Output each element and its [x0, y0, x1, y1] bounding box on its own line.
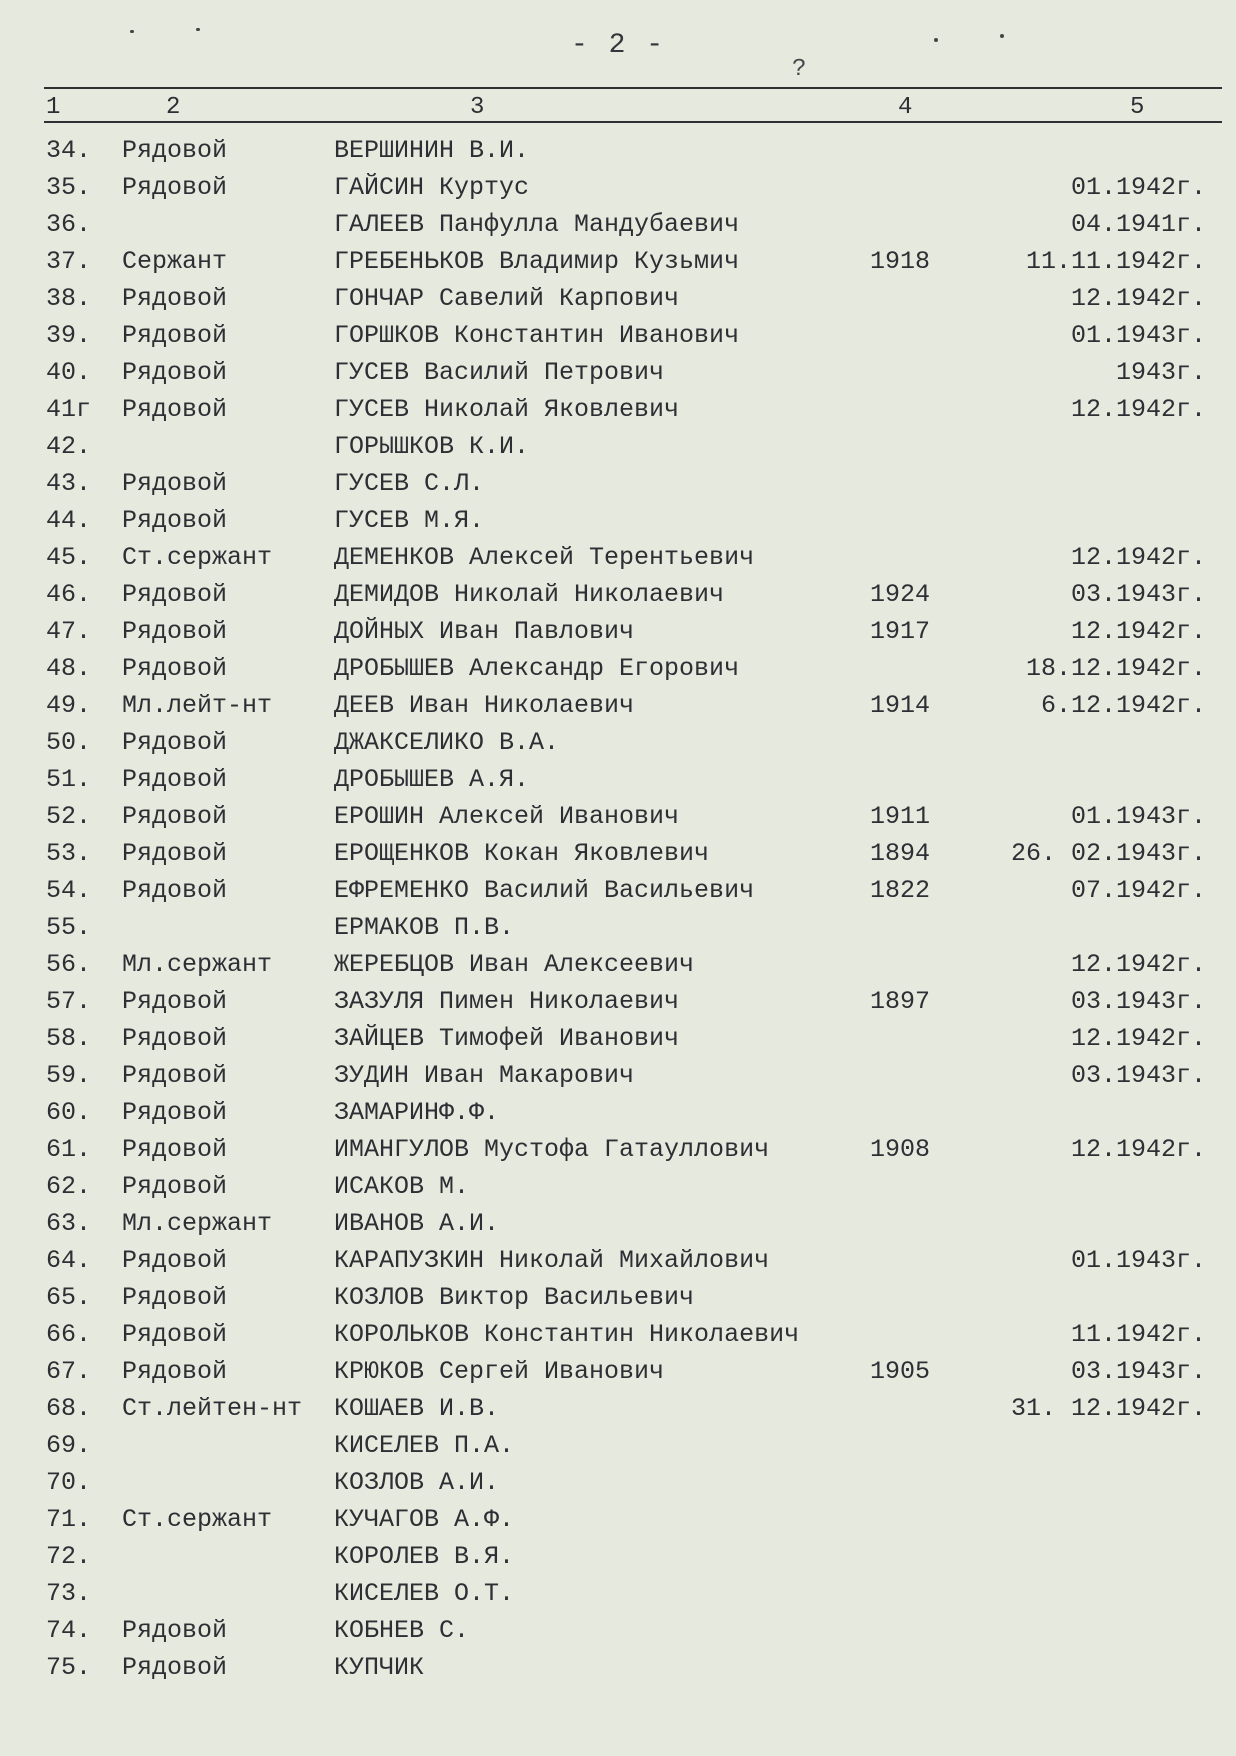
name-cell: КОЗЛОВ Виктор Васильевич — [334, 1283, 695, 1312]
name-cell: КИСЕЛЕВ П.А. — [334, 1431, 515, 1460]
name-cell: ЕРОЩЕНКОВ Кокан Яковлевич — [334, 839, 710, 868]
table-row — [0, 169, 1236, 206]
name-cell: КАРАПУЗКИН Николай Михайлович — [334, 1246, 770, 1275]
row-number: 58. — [46, 1024, 92, 1053]
column-header: 2 — [166, 94, 181, 121]
row-number: 70. — [46, 1468, 92, 1497]
rank-cell: Рядовой — [122, 728, 228, 757]
table-row — [0, 1205, 1236, 1242]
rank-cell: Рядовой — [122, 876, 228, 905]
ink-speck — [934, 38, 938, 42]
table-row — [0, 761, 1236, 798]
name-cell: ГУСЕВ С.Л. — [334, 469, 485, 498]
name-cell: ЕРМАКОВ П.В. — [334, 913, 515, 942]
rank-cell: Рядовой — [122, 395, 228, 424]
row-number: 72. — [46, 1542, 92, 1571]
birth-year-cell: 1924 — [869, 580, 930, 609]
row-number: 44. — [46, 506, 92, 535]
name-cell: ГРЕБЕНЬКОВ Владимир Кузьмич — [334, 247, 740, 276]
name-cell: ЕРОШИН Алексей Иванович — [334, 802, 680, 831]
birth-year-cell: 1894 — [869, 839, 930, 868]
table-row — [0, 1427, 1236, 1464]
date-cell: 12.1942г. — [1070, 395, 1206, 424]
name-cell: ГОРЫШКОВ К.И. — [334, 432, 530, 461]
table-row — [0, 576, 1236, 613]
query-mark: ? — [792, 56, 807, 83]
name-cell: КОШАЕВ И.В. — [334, 1394, 500, 1423]
row-number: 51. — [46, 765, 92, 794]
name-cell: ЗАМАРИНФ.Ф. — [334, 1098, 500, 1127]
name-cell: ЖЕРЕБЦОВ Иван Алексеевич — [334, 950, 695, 979]
rank-cell: Мл.сержант — [122, 1209, 273, 1238]
birth-year-cell: 1905 — [869, 1357, 930, 1386]
row-number: 67. — [46, 1357, 92, 1386]
rank-cell: Сержант — [122, 247, 228, 276]
rank-cell: Мл.лейт-нт — [122, 691, 273, 720]
header-bottom-rule — [44, 121, 1222, 123]
row-number: 54. — [46, 876, 92, 905]
date-cell: 03.1943г. — [1070, 1061, 1206, 1090]
date-cell: 11.11.1942г. — [1025, 247, 1206, 276]
rank-cell: Рядовой — [122, 765, 228, 794]
row-number: 36. — [46, 210, 92, 239]
table-row — [0, 983, 1236, 1020]
row-number: 62. — [46, 1172, 92, 1201]
name-cell: КРЮКОВ Сергей Иванович — [334, 1357, 665, 1386]
column-header: 3 — [470, 94, 485, 121]
row-number: 40. — [46, 358, 92, 387]
table-row — [0, 539, 1236, 576]
name-cell: ИВАНОВ А.И. — [334, 1209, 500, 1238]
page-number: - 2 - — [570, 30, 665, 61]
date-cell: 01.1943г. — [1070, 321, 1206, 350]
rank-cell: Рядовой — [122, 506, 228, 535]
row-number: 53. — [46, 839, 92, 868]
row-number: 55. — [46, 913, 92, 942]
row-number: 48. — [46, 654, 92, 683]
name-cell: КУЧАГОВ А.Ф. — [334, 1505, 515, 1534]
rank-cell: Рядовой — [122, 839, 228, 868]
rank-cell: Рядовой — [122, 1024, 228, 1053]
rank-cell: Рядовой — [122, 802, 228, 831]
rank-cell: Рядовой — [122, 1061, 228, 1090]
row-number: 60. — [46, 1098, 92, 1127]
row-number: 56. — [46, 950, 92, 979]
date-cell: 03.1943г. — [1070, 580, 1206, 609]
name-cell: ДРОБЫШЕВ Александр Егорович — [334, 654, 740, 683]
table-row — [0, 428, 1236, 465]
name-cell: ИМАНГУЛОВ Мустофа Гатауллович — [334, 1135, 770, 1164]
name-cell: КОБНЕВ С. — [334, 1616, 470, 1645]
row-number: 34. — [46, 136, 92, 165]
table-row — [0, 1575, 1236, 1612]
row-number: 39. — [46, 321, 92, 350]
name-cell: ДЕМИДОВ Николай Николаевич — [334, 580, 725, 609]
column-header: 5 — [1130, 94, 1145, 121]
ink-speck — [1000, 34, 1004, 38]
date-cell: 26. 02.1943г. — [1010, 839, 1206, 868]
table-row — [0, 1242, 1236, 1279]
name-cell: ЗАЗУЛЯ Пимен Николаевич — [334, 987, 680, 1016]
date-cell: 03.1943г. — [1070, 987, 1206, 1016]
name-cell: КУПЧИК — [334, 1653, 425, 1682]
rank-cell: Рядовой — [122, 987, 228, 1016]
rank-cell: Ст.сержант — [122, 543, 273, 572]
row-number: 47. — [46, 617, 92, 646]
table-row — [0, 1649, 1236, 1686]
row-number: 66. — [46, 1320, 92, 1349]
date-cell: 03.1943г. — [1070, 1357, 1206, 1386]
name-cell: ЗАЙЦЕВ Тимофей Иванович — [334, 1024, 680, 1053]
rank-cell: Рядовой — [122, 1653, 228, 1682]
table-row — [0, 132, 1236, 169]
table-row — [0, 1353, 1236, 1390]
row-number: 69. — [46, 1431, 92, 1460]
date-cell: 12.1942г. — [1070, 617, 1206, 646]
birth-year-cell: 1914 — [869, 691, 930, 720]
name-cell: КОРОЛЬКОВ Константин Николаевич — [334, 1320, 800, 1349]
rank-cell: Рядовой — [122, 1320, 228, 1349]
rank-cell: Рядовой — [122, 136, 228, 165]
table-row — [0, 1464, 1236, 1501]
rank-cell: Рядовой — [122, 1246, 228, 1275]
name-cell: ГОРШКОВ Константин Иванович — [334, 321, 740, 350]
date-cell: 12.1942г. — [1070, 1135, 1206, 1164]
table-row — [0, 243, 1236, 280]
date-cell: 01.1942г. — [1070, 173, 1206, 202]
table-row — [0, 872, 1236, 909]
birth-year-cell: 1897 — [869, 987, 930, 1016]
row-number: 74. — [46, 1616, 92, 1645]
date-cell: 11.1942г. — [1070, 1320, 1206, 1349]
row-number: 73. — [46, 1579, 92, 1608]
date-cell: 12.1942г. — [1070, 284, 1206, 313]
date-cell: 6.12.1942г. — [1040, 691, 1206, 720]
name-cell: ГУСЕВ Николай Яковлевич — [334, 395, 680, 424]
rank-cell: Рядовой — [122, 580, 228, 609]
rank-cell: Рядовой — [122, 321, 228, 350]
name-cell: ЗУДИН Иван Макарович — [334, 1061, 635, 1090]
table-row — [0, 613, 1236, 650]
row-number: 45. — [46, 543, 92, 572]
birth-year-cell: 1908 — [869, 1135, 930, 1164]
table-row — [0, 1131, 1236, 1168]
ink-speck — [130, 30, 134, 33]
birth-year-cell: 1911 — [869, 802, 930, 831]
name-cell: ДРОБЫШЕВ А.Я. — [334, 765, 530, 794]
name-cell: ГУСЕВ Василий Петрович — [334, 358, 665, 387]
table-row — [0, 724, 1236, 761]
row-number: 38. — [46, 284, 92, 313]
date-cell: 01.1943г. — [1070, 802, 1206, 831]
rank-cell: Рядовой — [122, 284, 228, 313]
date-cell: 04.1941г. — [1070, 210, 1206, 239]
header-top-rule — [44, 87, 1222, 89]
table-row — [0, 1316, 1236, 1353]
date-cell: 31. 12.1942г. — [1010, 1394, 1206, 1423]
row-number: 61. — [46, 1135, 92, 1164]
rank-cell: Рядовой — [122, 1098, 228, 1127]
rank-cell: Рядовой — [122, 617, 228, 646]
table-row — [0, 1057, 1236, 1094]
table-row — [0, 206, 1236, 243]
rank-cell: Рядовой — [122, 1357, 228, 1386]
rank-cell: Рядовой — [122, 654, 228, 683]
row-number: 41г — [46, 395, 92, 424]
column-header: 1 — [46, 94, 61, 121]
table-row — [0, 798, 1236, 835]
rank-cell: Рядовой — [122, 1172, 228, 1201]
row-number: 59. — [46, 1061, 92, 1090]
row-number: 71. — [46, 1505, 92, 1534]
table-row — [0, 1501, 1236, 1538]
table-row — [0, 502, 1236, 539]
row-number: 65. — [46, 1283, 92, 1312]
date-cell: 01.1943г. — [1070, 1246, 1206, 1275]
table-row — [0, 1538, 1236, 1575]
row-number: 46. — [46, 580, 92, 609]
rank-cell: Рядовой — [122, 469, 228, 498]
table-row — [0, 687, 1236, 724]
table-row — [0, 465, 1236, 502]
name-cell: КОРОЛЕВ В.Я. — [334, 1542, 515, 1571]
row-number: 68. — [46, 1394, 92, 1423]
personnel-table — [0, 132, 1236, 1686]
date-cell: 12.1942г. — [1070, 543, 1206, 572]
birth-year-cell: 1917 — [869, 617, 930, 646]
rank-cell: Рядовой — [122, 1283, 228, 1312]
row-number: 43. — [46, 469, 92, 498]
date-cell: 12.1942г. — [1070, 950, 1206, 979]
row-number: 63. — [46, 1209, 92, 1238]
row-number: 64. — [46, 1246, 92, 1275]
name-cell: КИСЕЛЕВ О.Т. — [334, 1579, 515, 1608]
birth-year-cell: 1918 — [869, 247, 930, 276]
row-number: 37. — [46, 247, 92, 276]
rank-cell: Ст.сержант — [122, 1505, 273, 1534]
name-cell: ДОЙНЫХ Иван Павлович — [334, 617, 635, 646]
row-number: 57. — [46, 987, 92, 1016]
table-row — [0, 354, 1236, 391]
row-number: 42. — [46, 432, 92, 461]
rank-cell: Рядовой — [122, 1135, 228, 1164]
name-cell: ГУСЕВ М.Я. — [334, 506, 485, 535]
birth-year-cell: 1822 — [869, 876, 930, 905]
name-cell: ДЕЕВ Иван Николаевич — [334, 691, 635, 720]
table-row — [0, 650, 1236, 687]
date-cell: 18.12.1942г. — [1025, 654, 1206, 683]
row-number: 52. — [46, 802, 92, 831]
table-row — [0, 280, 1236, 317]
date-cell: 12.1942г. — [1070, 1024, 1206, 1053]
table-row — [0, 1612, 1236, 1649]
rank-cell: Ст.лейтен-нт — [122, 1394, 303, 1423]
rank-cell: Рядовой — [122, 358, 228, 387]
date-cell: 1943г. — [1115, 358, 1206, 387]
table-row — [0, 1390, 1236, 1427]
table-row — [0, 1020, 1236, 1057]
row-number: 35. — [46, 173, 92, 202]
table-row — [0, 1279, 1236, 1316]
rank-cell: Рядовой — [122, 1616, 228, 1645]
name-cell: ДЕМЕНКОВ Алексей Терентьевич — [334, 543, 755, 572]
name-cell: ГАЙСИН Куртус — [334, 173, 530, 202]
table-row — [0, 1094, 1236, 1131]
table-row — [0, 391, 1236, 428]
table-row — [0, 317, 1236, 354]
name-cell: ГАЛЕЕВ Панфулла Мандубаевич — [334, 210, 740, 239]
table-row — [0, 946, 1236, 983]
table-row — [0, 909, 1236, 946]
name-cell: ГОНЧАР Савелий Карпович — [334, 284, 680, 313]
date-cell: 07.1942г. — [1070, 876, 1206, 905]
name-cell: ЕФРЕМЕНКО Василий Васильевич — [334, 876, 755, 905]
row-number: 75. — [46, 1653, 92, 1682]
ink-speck — [196, 28, 200, 31]
name-cell: КОЗЛОВ А.И. — [334, 1468, 500, 1497]
rank-cell: Мл.сержант — [122, 950, 273, 979]
name-cell: ВЕРШИНИН В.И. — [334, 136, 530, 165]
table-row — [0, 1168, 1236, 1205]
column-header: 4 — [898, 94, 913, 121]
row-number: 49. — [46, 691, 92, 720]
name-cell: ДЖАКСЕЛИКО В.А. — [334, 728, 560, 757]
table-row — [0, 835, 1236, 872]
name-cell: ИСАКОВ М. — [334, 1172, 470, 1201]
row-number: 50. — [46, 728, 92, 757]
rank-cell: Рядовой — [122, 173, 228, 202]
column-headers — [0, 94, 1236, 122]
